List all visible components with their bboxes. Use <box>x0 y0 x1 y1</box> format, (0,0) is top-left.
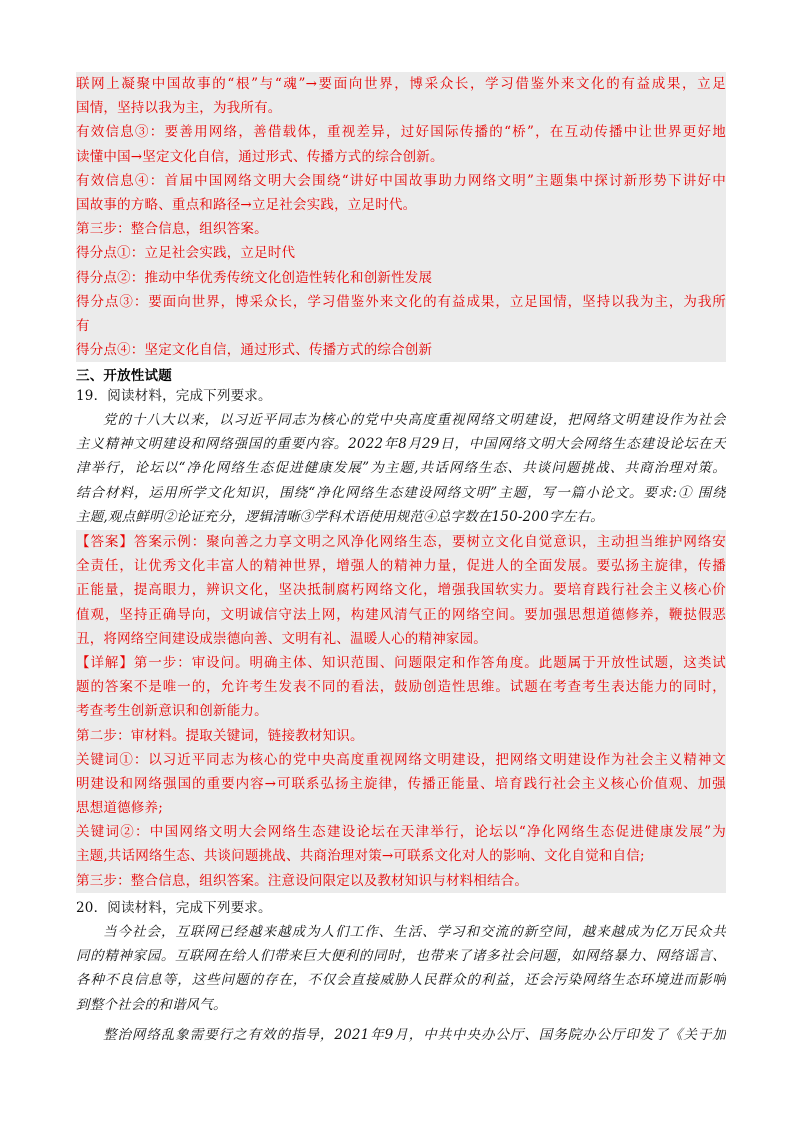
material-line: 各种不良信息等，这些问题的存在，不仅会直接威胁人民群众的利益，还会污染网络生态环境进而影响 <box>76 972 726 989</box>
analysis-line: 有 <box>76 317 90 334</box>
detail-line: 思想道德修养; <box>76 800 163 817</box>
analysis-line: 得分点①：立足社会实践，立足时代 <box>76 245 296 262</box>
material-line: 当今社会，互联网已经越来越成为人们工作、生活、学习和交流的新空间，越来越成为亿万民众共 <box>103 924 726 940</box>
analysis-line: 第三步：整合信息，组织答案。 <box>76 221 268 238</box>
analysis-line: 得分点③：要面向世界，博采众长，学习借鉴外来文化的有益成果，立足国情，坚持以我为主，为我所 <box>76 293 726 310</box>
detail-text: 第一步：审设问。明确主体、知识范围、问题限定和作答角度。此题属于开放性试题，这类试 <box>133 654 726 671</box>
detail-tag: 【详解】 <box>76 654 134 671</box>
detail-line: 明建设和网络强国的重要内容→可联系弘扬主旋律，传播正能量、培育践行社会主义核心价值观、加强 <box>76 775 726 792</box>
analysis-line: 联网上凝聚中国故事的“根”与“魂”→要面向世界，博采众长，学习借鉴外来文化的有益成果，立足 <box>76 76 726 92</box>
analysis-line: 有效信息③：要善用网络，善借载体，重视差异，过好国际传播的“桥”，在互动传播中让世界更好地 <box>76 124 726 141</box>
detail-line <box>76 651 726 675</box>
material-line: 主题,观点鲜明②论证充分，逻辑清晰③学科术语使用规范④总字数在150-200字左右。 <box>76 508 604 525</box>
detail-line: 第二步：审材料。提取关键词，链接教材知识。 <box>76 727 364 744</box>
material-line: 结合材料，运用所学文化知识，围绕“净化网络生态建设网络文明”主题，写一篇小论文。要求:① 围绕 <box>76 484 726 501</box>
detail-line: 主题,共话网络生态、共谈问题挑战、共商治理对策→可联系文化对人的影响、文化自觉和自信; <box>76 848 645 865</box>
question-20-material <box>76 920 726 1047</box>
material-line: 主义精神文明建设和网络强国的重要内容。2022年8月29日，中国网络文明大会网络生态建设论坛在天 <box>76 436 726 453</box>
answer-text: 答案示例：聚向善之力享文明之风净化网络生态，要树立文化自觉意识，主动担当维护网络安 <box>133 534 726 550</box>
answer-line: 全责任，让优秀文化丰富人的精神世界，增强人的精神力量，促进人的全面发展。要弘扬主旋律，传播 <box>76 558 726 575</box>
analysis-line: 国故事的方略、重点和路径→立足社会实践，立足时代。 <box>76 196 417 213</box>
analysis-line: 有效信息④：首届中国网络文明大会围绕“讲好中国故事助力网络文明”主题集中探讨新形势下讲好中 <box>76 172 726 189</box>
detail-line: 第三步：整合信息，组织答案。注意设问限定以及教材知识与材料相结合。 <box>76 872 529 889</box>
material-line: 党的十八大以来，以习近平同志为核心的党中央高度重视网络文明建设，把网络文明建设作为社会 <box>103 412 726 428</box>
material-line: 整治网络乱象需要行之有效的指导，2021年9月，中共中央办公厅、国务院办公厅印发了《关于加 <box>103 1026 726 1043</box>
detail-line: 关键词②：中国网络文明大会网络生态建设论坛在天津举行，论坛以“净化网络生态促进健康发展”为 <box>76 824 726 841</box>
question-20-intro: 20．阅读材料，完成下列要求。 <box>76 900 272 916</box>
answer-line: 正能量，提高眼力，辨识文化，坚决抵制腐朽网络文化，增强我国软实力。要培育践行社会主义核心价 <box>76 582 726 599</box>
analysis-line: 读懂中国→坚定文化自信，通过形式、传播方式的综合创新。 <box>76 148 444 165</box>
answer-tag: 【答案】 <box>76 534 134 550</box>
question-19-intro: 19．阅读材料，完成下列要求。 <box>76 388 272 404</box>
material-line: 到整个社会的和谐风气。 <box>76 996 227 1013</box>
material-line: 津举行，论坛以“净化网络生态促进健康发展”为主题,共话网络生态、共谈问题挑战、共商治理对策。 <box>76 460 726 477</box>
question-19-answer-block <box>76 530 726 893</box>
answer-line: 值观，坚持正确导向，文明诚信守法上网，构建风清气正的网络空间。要加强思想道德修养，鞭挞假恶 <box>76 606 726 623</box>
answer-line: 丑，将网络空间建设成崇德向善、文明有礼、温暖人心的精神家园。 <box>76 630 487 647</box>
detail-line: 关键词①：以习近平同志为核心的党中央高度重视网络文明建设，把网络文明建设作为社会主义精神文 <box>76 751 726 768</box>
detail-line: 考查考生创新意识和创新能力。 <box>76 703 268 720</box>
analysis-continued-block <box>76 72 726 362</box>
analysis-line: 国情，坚持以我为主，为我所有。 <box>76 100 282 117</box>
question-19-material <box>76 408 726 529</box>
answer-line <box>76 530 726 554</box>
analysis-line: 得分点④：坚定文化自信，通过形式、传播方式的综合创新 <box>76 342 433 359</box>
material-line: 同的精神家园。互联网在给人们带来巨大便利的同时，也带来了诸多社会问题，如网络暴力、网络谣言、 <box>76 948 726 965</box>
detail-line: 题的答案不是唯一的，允许考生发表不同的看法，鼓励创造性思维。试题在考查考生表达能力的同时， <box>76 679 726 696</box>
section-title: 三、开放性试题 <box>76 368 172 384</box>
analysis-line: 得分点②：推动中华优秀传统文化创造性转化和创新性发展 <box>76 269 433 286</box>
